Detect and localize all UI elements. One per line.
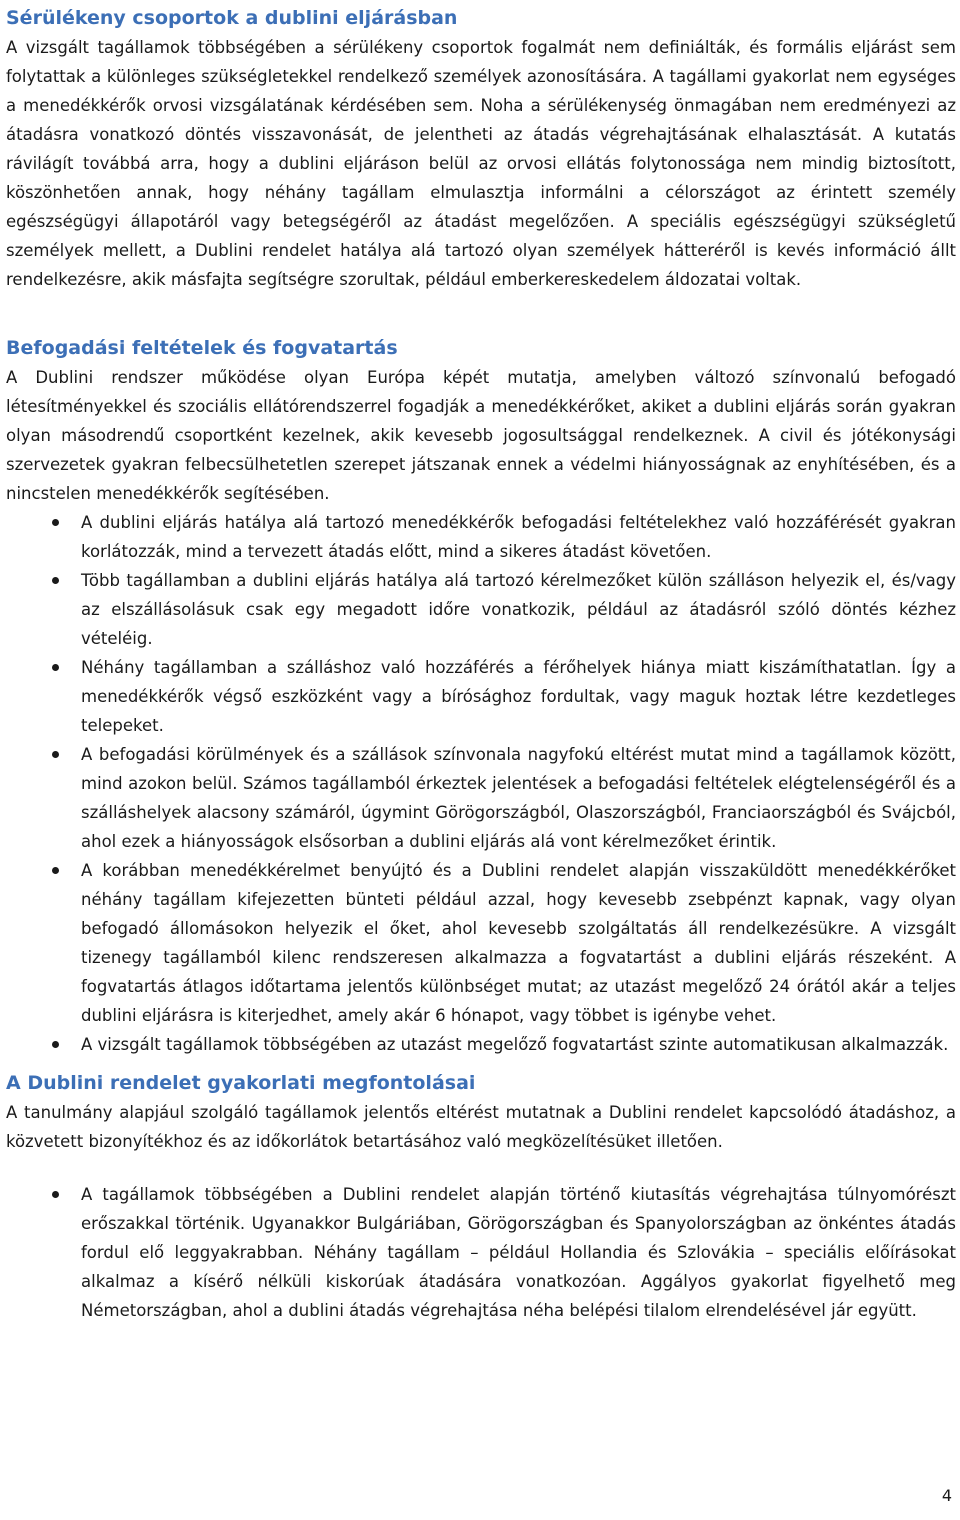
bullet-icon <box>52 519 59 526</box>
list-item <box>6 740 956 856</box>
page-number: 4 <box>941 1486 952 1505</box>
bullet-icon <box>52 577 59 584</box>
document-page <box>6 4 956 1325</box>
bullet-icon <box>52 1191 59 1198</box>
list-item <box>6 1180 956 1325</box>
list-item-text: Néhány tagállamban a szálláshoz való hozzáférés a férőhelyek hiánya miatt kiszámíthatatlan. Így a menedékkérők végső eszközként vagy a bírósághoz fordultak, vagy maguk hoztak létre kezdetleges telepeket. <box>81 658 956 735</box>
list-item <box>6 653 956 740</box>
section-paragraph-practical-considerations: A tanulmány alapjául szolgáló tagállamok jelentős eltérést mutatnak a Dublini rendelet kapcsolódó átadáshoz, a közvetett bizonyítékhoz és az időkorlátok betartásához való megközelítésüket illetően. <box>6 1103 956 1151</box>
section-spacer <box>6 1156 956 1180</box>
section-spacer <box>6 1059 956 1069</box>
list-item-text: A korábban menedékkérelmet benyújtó és a Dublini rendelet alapján visszaküldött menedékkérőket néhány tagállam kifejezetten bünteti például azzal, hogy kevesebb zsebpénzt kapnak, vagy olyan befogadó állomásokon helyezik el őket, ahol kevesebb szolgáltatás áll rendelkezésükre. A vizsgált tizenegy tagállamból kilenc rendszeresen alkalmazza a fogvatartást a dublini eljárás részeként. A fogvatartás átlagos időtartama jelentős különbséget mutat; az utazást megelőző 24 órától akár a teljes dublini eljárásra is kiterjedhet, amely akár 6 hónapot, vagy többet is igénybe vehet. <box>81 861 956 1025</box>
bullet-list-reception-conditions <box>6 508 956 1059</box>
bullet-icon <box>52 867 59 874</box>
bullet-icon <box>52 1041 59 1048</box>
section-heading-vulnerable-groups: Sérülékeny csoportok a dublini eljárásban <box>6 7 458 29</box>
list-item-text: A befogadási körülmények és a szállások színvonala nagyfokú eltérést mutat mind a tagállamok között, mind azokon belül. Számos tagállamból érkeztek jelentések a befogadási feltételek elégtelenségéről és a szálláshelyek alacsony számáról, úgymint Görögországból, Olaszországból, Franciaországból és Svájcból, ahol ezek a hiányosságok elsősorban a dublini eljárás alá vont kérelmezőket érintik. <box>81 745 956 851</box>
section-paragraph-reception-conditions: A Dublini rendszer működése olyan Európa képét mutatja, amelyben változó színvonalú befogadó létesítményekkel és szociális ellátórendszerrel fogadják a menedékkérőket, akiket a dublini eljárás során gyakran olyan másodrendű csoportként kezelnek, akik kevesebb jogosultsággal rendelkeznek. A civil és jótékonysági szervezetek gyakran felbecsülhetetlen szerepet játszanak ennek a védelmi hiányosságnak az enyhítésében, és a nincstelen menedékkérők segítésében. <box>6 368 956 503</box>
list-item-text: A tagállamok többségében a Dublini rendelet alapján történő kiutasítás végrehajtása túlnyomórészt erőszakkal történik. Ugyanakkor Bulgáriában, Görögországban és Spanyolországban az önkéntes átadás fordul elő leggyakrabban. Néhány tagállam – például Hollandia és Szlovákia – speciális előírásokat alkalmaz a kísérő nélküli kiskorúak átadására vonatkozóan. Aggályos gyakorlat figyelhető meg Németországban, ahol a dublini átadás végrehajtása néha belépési tilalom elrendelésével jár együtt. <box>81 1185 956 1320</box>
bullet-icon <box>52 751 59 758</box>
list-item-text: A dublini eljárás hatálya alá tartozó menedékkérők befogadási feltételekhez való hozzáférését gyakran korlátozzák, mind a tervezett átadás előtt, mind a sikeres átadást követően. <box>81 513 956 561</box>
section-heading-practical-considerations: A Dublini rendelet gyakorlati megfontolásai <box>6 1072 476 1094</box>
list-item <box>6 508 956 566</box>
bullet-list-practical-considerations <box>6 1180 956 1325</box>
section-paragraph-vulnerable-groups: A vizsgált tagállamok többségében a sérülékeny csoportok fogalmát nem definiálták, és formális eljárást sem folytattak a különleges szükségletekkel rendelkező személyek azonosítására. A tagállami gyakorlat nem egységes a menedékkérők orvosi vizsgálatának kérdésében sem. Noha a sérülékenység önmagában nem eredményezi az átadásra vonatkozó döntés visszavonását, de jelentheti az átadás végrehajtásának elhalasztását. A kutatás rávilágít továbbá arra, hogy a dublini eljáráson belül az orvosi ellátás folytonossága nem mindig biztosított, köszönhetően annak, hogy néhány tagállam elmulasztja informálni a célországot az érintett személy egészségügyi állapotáról vagy betegségéről az átadást megelőzően. A speciális egészségügyi szükségletű személyek mellett, a Dublini rendelet hatálya alá tartozó olyan személyek hátteréről is kevés információ állt rendelkezésre, akik másfajta segítségre szorultak, például emberkereskedelem áldozatai voltak. <box>6 38 956 289</box>
list-item-text: A vizsgált tagállamok többségében az utazást megelőző fogvatartást szinte automatikusan alkalmazzák. <box>81 1035 949 1054</box>
section-spacer <box>6 294 956 334</box>
list-item <box>6 1030 956 1059</box>
bullet-icon <box>52 664 59 671</box>
list-item-text: Több tagállamban a dublini eljárás hatálya alá tartozó kérelmezőket külön szálláson helyezik el, és/vagy az elszállásolásuk csak egy megadott időre vonatkozik, például az átadásról szóló döntés kézhez vételéig. <box>81 571 956 648</box>
list-item <box>6 856 956 1030</box>
list-item <box>6 566 956 653</box>
section-heading-reception-conditions: Befogadási feltételek és fogvatartás <box>6 337 398 359</box>
